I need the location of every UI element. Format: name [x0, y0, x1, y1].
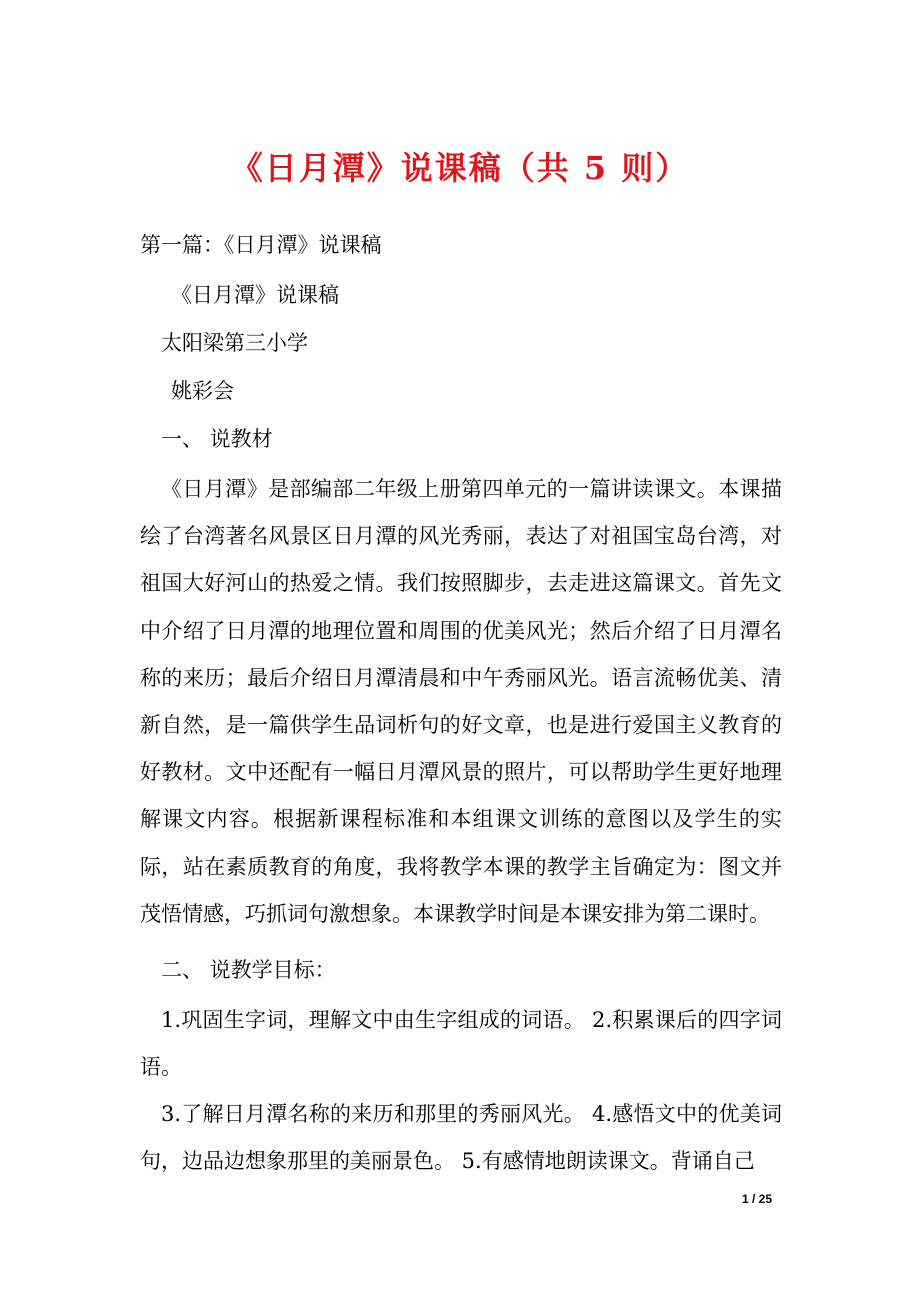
- paragraph-goals-2: 3.了解日月潭名称的来历和那里的秀丽风光。 4.感悟文中的优美词句，边品边想象那里的美丽景色。 5.有感情地朗读课文。背诵自己: [140, 1102, 782, 1174]
- section-heading-goals: 二、 说教学目标：: [161, 958, 336, 982]
- paragraph-goals-1: 1.巩固生字词，理解文中由生字组成的词语。 2.积累课后的四字词语。: [140, 1008, 782, 1080]
- page-number: 1 / 25: [742, 1192, 773, 1206]
- author-name: 姚彩会: [171, 379, 234, 403]
- section-heading: 第一篇：《日月潭》说课稿: [140, 233, 382, 257]
- subtitle: 《日月潭》说课稿: [171, 283, 339, 307]
- section-heading-textbook: 一、 说教材: [161, 427, 273, 451]
- school-name: 太阳梁第三小学: [161, 331, 308, 355]
- paragraph-textbook: 《日月潭》是部编部二年级上册第四单元的一篇讲读课文。本课描绘了台湾著名风景区日月潭的风光秀丽，表达了对祖国宝岛台湾，对祖国大好河山的热爱之情。我们按照脚步，去走进这篇课文。首先文中介绍了日月潭的地理位置和周围的优美风光；然后介绍了日月潭名称的来历；最后介绍日月潭清晨和中午秀丽风光。语言流畅优美、清新自然，是一篇供学生品词析句的好文章，也是进行爱国主义教育的好教材。文中还配有一幅日月潭风景的照片，可以帮助学生更好地理解课文内容。根据新课程标准和本组课文训练的意图以及学生的实际，站在素质教育的角度，我将教学本课的教学主旨确定为：图文并茂悟情感，巧抓词句激想象。本课教学时间是本课安排为第二课时。: [140, 477, 782, 926]
- document-title: 《日月潭》说课稿（共 5 则）: [230, 149, 690, 187]
